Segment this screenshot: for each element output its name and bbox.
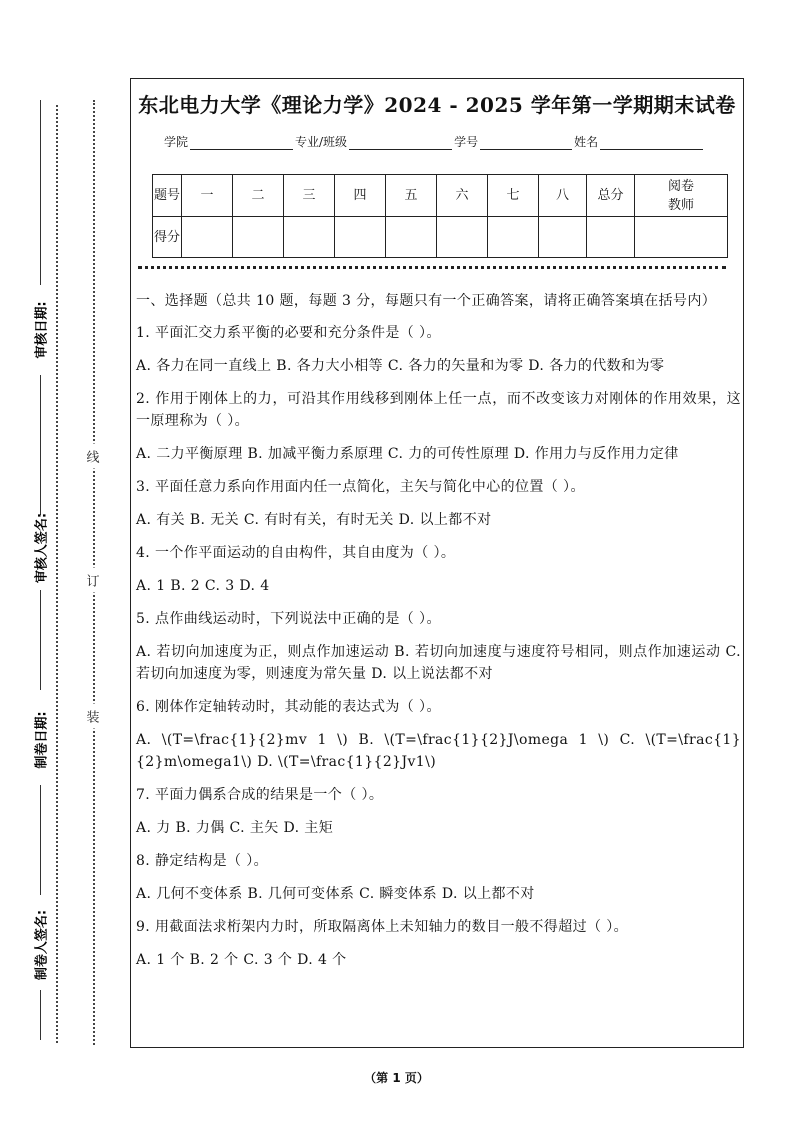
reviewer-signature-label: 审核人签名: bbox=[34, 512, 50, 584]
question-9-options: A. 1 个 B. 2 个 C. 3 个 D. 4 个 bbox=[136, 952, 347, 968]
question-6: 6. 刚体作定轴转动时，其动能的表达式为（ ）。 bbox=[136, 699, 441, 715]
score-cell[interactable] bbox=[437, 217, 488, 258]
question-8-options: A. 几何不变体系 B. 几何可变体系 C. 瞬变体系 D. 以上都不对 bbox=[136, 886, 535, 902]
question-4: 4. 一个作平面运动的自由构件，其自由度为（ ）。 bbox=[136, 545, 456, 561]
binding-line bbox=[40, 375, 41, 515]
score-cell-total[interactable] bbox=[587, 217, 635, 258]
question-6-options: A. \(T=\frac{1}{2}mv 1 \) B. \(T=\frac{1}{2}J\omega 1 \) C. \(T=\frac{1}{2}m\omega1\) D. \(T=\frac{1}{2}Jv1\) bbox=[136, 732, 741, 770]
score-cell[interactable] bbox=[386, 217, 437, 258]
score-cell[interactable] bbox=[233, 217, 284, 258]
binding-line bbox=[40, 990, 41, 1040]
score-cell[interactable] bbox=[284, 217, 335, 258]
score-col-8: 八 bbox=[539, 175, 587, 217]
section-heading: 一、选择题（总共 10 题，每题 3 分，每题只有一个正确答案，请将正确答案填在括号内） bbox=[136, 293, 717, 309]
score-col-3: 三 bbox=[284, 175, 335, 217]
name-label: 姓名 bbox=[574, 135, 599, 149]
binding-line bbox=[40, 100, 41, 285]
question-1: 1. 平面汇交力系平衡的必要和充分条件是（ ）。 bbox=[136, 325, 441, 341]
question-9: 9. 用截面法求桁架内力时，所取隔离体上未知轴力的数目一般不得超过（ ）。 bbox=[136, 919, 629, 935]
cut-mark-install: 装 bbox=[86, 704, 99, 729]
score-cell[interactable] bbox=[488, 217, 539, 258]
binding-line bbox=[40, 785, 41, 895]
score-table bbox=[152, 174, 728, 258]
score-cell[interactable] bbox=[335, 217, 386, 258]
binding-line bbox=[40, 590, 41, 690]
question-7-options: A. 力 B. 力偶 C. 主矢 D. 主矩 bbox=[136, 820, 334, 836]
college-label: 学院 bbox=[164, 135, 189, 149]
question-8: 8. 静定结构是（ ）。 bbox=[136, 853, 269, 869]
score-col-total: 总分 bbox=[587, 175, 635, 217]
student-info-row bbox=[164, 133, 705, 150]
score-row-head: 得分 bbox=[153, 217, 182, 258]
review-date-label: 审核日期: bbox=[34, 301, 50, 359]
score-col-5: 五 bbox=[386, 175, 437, 217]
score-col-grader: 阅卷教师 bbox=[635, 175, 728, 217]
question-5-options: A. 若切向加速度为正，则点作加速运动 B. 若切向加速度与速度符号相同，则点作加速运动 C. 若切向加速度为零，则速度为常矢量 D. 以上说法都不对 bbox=[136, 644, 741, 682]
page-number: （第 1 页） bbox=[364, 1071, 429, 1085]
cut-mark-bind: 订 bbox=[86, 568, 99, 593]
question-3-options: A. 有关 B. 无关 C. 有时有关，有时无关 D. 以上都不对 bbox=[136, 512, 492, 528]
student-id-label: 学号 bbox=[454, 135, 479, 149]
exam-paper-frame bbox=[130, 78, 744, 1048]
student-id-field[interactable] bbox=[480, 135, 572, 150]
question-4-options: A. 1 B. 2 C. 3 D. 4 bbox=[136, 578, 270, 594]
score-col-2: 二 bbox=[233, 175, 284, 217]
question-2: 2. 作用于刚体上的力，可沿其作用线移到刚体上任一点，而不改变该力对刚体的作用效果，这一原理称为（ ）。 bbox=[136, 391, 741, 429]
score-table-head: 题号 bbox=[153, 175, 182, 217]
score-col-1: 一 bbox=[182, 175, 233, 217]
score-cell[interactable] bbox=[539, 217, 587, 258]
question-2-options: A. 二力平衡原理 B. 加减平衡力系原理 C. 力的可传性原理 D. 作用力与反作用力定律 bbox=[136, 446, 679, 462]
question-1-options: A. 各力在同一直线上 B. 各力大小相等 C. 各力的矢量和为零 D. 各力的代数和为零 bbox=[136, 358, 665, 374]
paper-maker-signature-label: 制卷人签名: bbox=[34, 909, 50, 981]
score-col-7: 七 bbox=[488, 175, 539, 217]
major-class-label: 专业/班级 bbox=[295, 135, 348, 149]
score-cell[interactable] bbox=[182, 217, 233, 258]
question-3: 3. 平面任意力系向作用面内任一点简化，主矢与简化中心的位置（ ）。 bbox=[136, 479, 585, 495]
score-col-6: 六 bbox=[437, 175, 488, 217]
name-field[interactable] bbox=[600, 135, 703, 150]
question-7: 7. 平面力偶系合成的结果是一个（ ）。 bbox=[136, 787, 384, 803]
score-cell-grader[interactable] bbox=[635, 217, 728, 258]
section-multiple-choice bbox=[136, 290, 741, 982]
paper-date-label: 制卷日期: bbox=[34, 711, 50, 769]
binding-dotted-line bbox=[56, 105, 58, 1043]
score-col-4: 四 bbox=[335, 175, 386, 217]
cut-mark-line: 线 bbox=[86, 444, 99, 469]
college-field[interactable] bbox=[190, 135, 293, 150]
exam-title: 东北电力大学《理论力学》2024 - 2025 学年第一学期期末试卷 bbox=[138, 93, 736, 117]
dotted-separator bbox=[138, 266, 726, 269]
question-5: 5. 点作曲线运动时，下列说法中正确的是（ ）。 bbox=[136, 611, 441, 627]
major-class-field[interactable] bbox=[349, 135, 452, 150]
